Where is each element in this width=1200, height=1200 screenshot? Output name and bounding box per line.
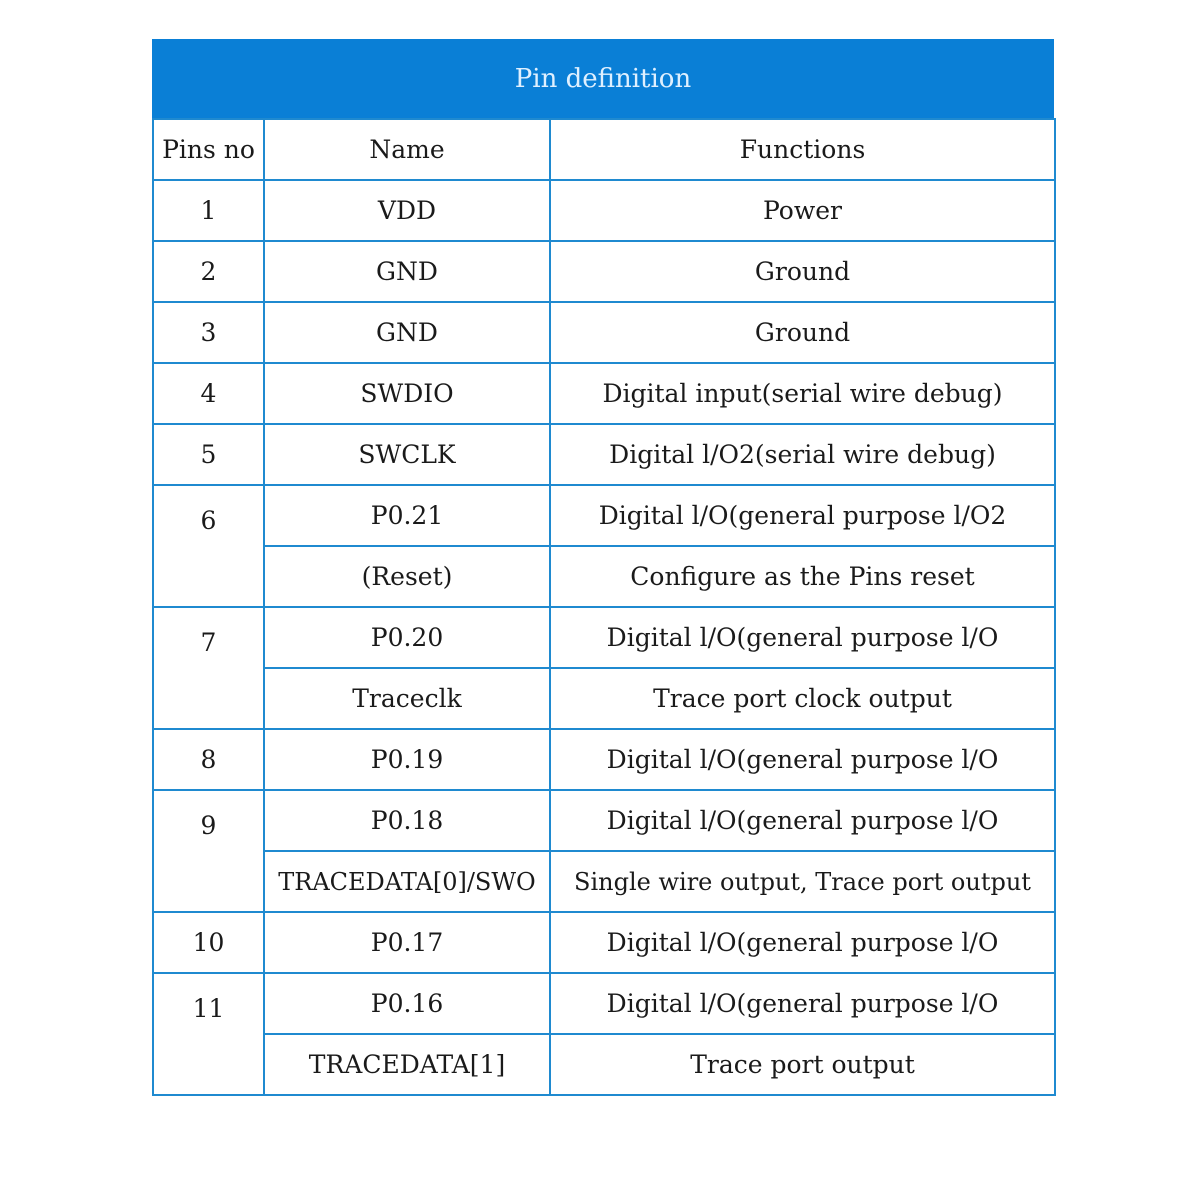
table-row	[153, 241, 1055, 302]
function-cell: Ground	[550, 302, 1055, 363]
table-row	[153, 790, 1055, 851]
pin-cell: 8	[153, 729, 264, 790]
name-cell: P0.18	[264, 790, 550, 851]
name-cell: VDD	[264, 180, 550, 241]
name-cell: GND	[264, 241, 550, 302]
name-cell: (Reset)	[264, 546, 550, 607]
function-cell: Digital l/O(general purpose l/O	[550, 790, 1055, 851]
name-cell: GND	[264, 302, 550, 363]
function-cell: Digital input(serial wire debug)	[550, 363, 1055, 424]
header-pin: Pins no	[153, 119, 264, 180]
table-row	[153, 424, 1055, 485]
pin-cell: 11	[153, 973, 264, 1095]
pin-cell: 2	[153, 241, 264, 302]
table-row	[153, 546, 1055, 607]
pin-cell: 5	[153, 424, 264, 485]
pin-cell: 10	[153, 912, 264, 973]
name-cell: P0.16	[264, 973, 550, 1034]
header-function: Functions	[550, 119, 1055, 180]
pin-cell: 6	[153, 485, 264, 607]
name-cell: TRACEDATA[0]/SWO	[264, 851, 550, 912]
table-row	[153, 363, 1055, 424]
table-row	[153, 180, 1055, 241]
table-title: Pin definition	[152, 39, 1054, 118]
table-row	[153, 912, 1055, 973]
table-row	[153, 851, 1055, 912]
function-cell: Trace port output	[550, 1034, 1055, 1095]
name-cell: TRACEDATA[1]	[264, 1034, 550, 1095]
name-cell: P0.21	[264, 485, 550, 546]
table-row	[153, 668, 1055, 729]
table-row	[153, 973, 1055, 1034]
function-cell: Trace port clock output	[550, 668, 1055, 729]
name-cell: P0.20	[264, 607, 550, 668]
pin-cell: 4	[153, 363, 264, 424]
table-row	[153, 485, 1055, 546]
function-cell: Digital l/O(general purpose l/O	[550, 912, 1055, 973]
table-row	[153, 607, 1055, 668]
pin-cell: 7	[153, 607, 264, 729]
table-row	[153, 1034, 1055, 1095]
function-cell: Digital l/O(general purpose l/O	[550, 729, 1055, 790]
name-cell: Traceclk	[264, 668, 550, 729]
pin-cell: 1	[153, 180, 264, 241]
pin-cell: 9	[153, 790, 264, 912]
name-cell: SWDIO	[264, 363, 550, 424]
pin-cell: 3	[153, 302, 264, 363]
function-cell: Power	[550, 180, 1055, 241]
function-cell: Digital l/O(general purpose l/O2	[550, 485, 1055, 546]
function-cell: Ground	[550, 241, 1055, 302]
function-cell: Digital l/O(general purpose l/O	[550, 973, 1055, 1034]
table-row	[153, 729, 1055, 790]
name-cell: P0.19	[264, 729, 550, 790]
pin-table	[152, 118, 1056, 1096]
function-cell: Single wire output, Trace port output	[550, 851, 1055, 912]
table-row	[153, 302, 1055, 363]
function-cell: Digital l/O2(serial wire debug)	[550, 424, 1055, 485]
pin-definition-table	[152, 39, 1054, 1096]
function-cell: Configure as the Pins reset	[550, 546, 1055, 607]
name-cell: SWCLK	[264, 424, 550, 485]
header-row	[153, 119, 1055, 180]
function-cell: Digital l/O(general purpose l/O	[550, 607, 1055, 668]
name-cell: P0.17	[264, 912, 550, 973]
header-name: Name	[264, 119, 550, 180]
